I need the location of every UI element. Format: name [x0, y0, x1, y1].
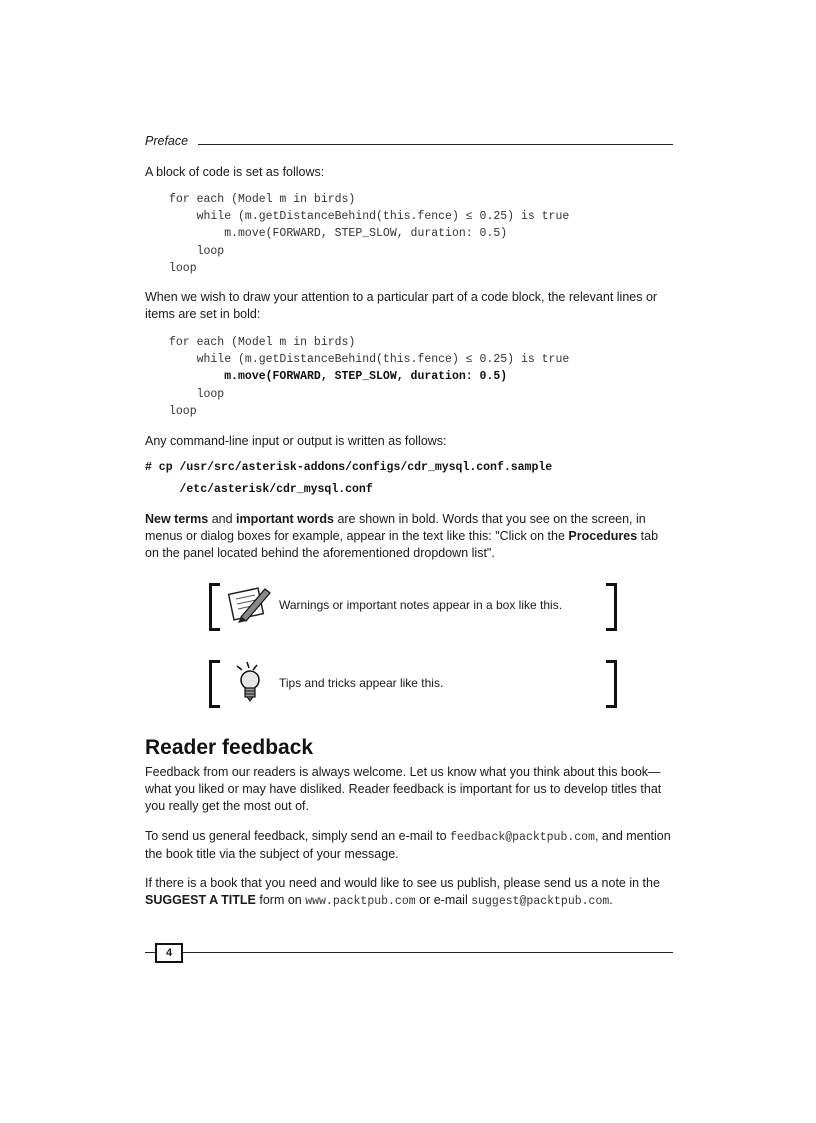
left-bracket — [209, 660, 220, 708]
section-title: Preface — [145, 134, 189, 148]
code-line-bold: m.move(FORWARD, STEP_SLOW, duration: 0.5) — [169, 370, 508, 384]
text-span: , and mention the book title via the subject of your message. — [145, 829, 671, 861]
text-span: To send us general feedback, simply send an e-mail to — [145, 829, 451, 843]
page-number: 4 — [155, 943, 183, 963]
left-bracket — [209, 583, 220, 631]
header-rule — [198, 144, 673, 145]
footer-rule-right — [183, 952, 673, 953]
code-line: loop — [169, 261, 197, 275]
text-span: If there is a book that you need and would like to see us publish, please send us a note in the — [145, 876, 660, 890]
intro-text: A block of code is set as follows: — [145, 165, 325, 179]
code-line: m.move(FORWARD, STEP_SLOW, duration: 0.5) — [169, 227, 508, 241]
text-span: form on — [255, 893, 306, 907]
feedback-paragraph-1: Feedback from our readers is always welcome. Let us know what you think about this book—what you liked or may have disliked. Reader feedback is important for us to develop titles that you really get the most out of. — [145, 765, 662, 813]
code-line: for each (Model m in birds) — [169, 336, 356, 349]
term-new-terms: New terms — [145, 512, 209, 526]
packtpub-url-link[interactable]: www.packtpub.com — [305, 895, 416, 908]
code-line: for each (Model m in birds) — [169, 193, 356, 206]
lightbulb-icon — [227, 660, 273, 704]
page-footer — [145, 943, 673, 963]
text-span: tab on the panel located behind the aforementioned dropdown list". — [145, 529, 659, 560]
code-line: loop — [169, 404, 197, 418]
command-line-1: # cp /usr/src/asterisk-addons/configs/cdr_mysql.conf.sample — [145, 461, 553, 474]
feedback-paragraph-2 — [145, 828, 673, 863]
command-line-2: /etc/asterisk/cdr_mysql.conf — [145, 483, 373, 496]
running-header — [145, 134, 673, 152]
section-heading: Reader feedback — [145, 736, 314, 759]
text-span: or e-mail — [415, 893, 472, 907]
text-span: are shown in bold. Words that you see on the screen, in menus or dialog boxes for example, appear in the text like this: "Click on the — [145, 512, 646, 543]
bold-intro-text: When we wish to draw your attention to a particular part of a code block, the relevant lines or items are set in bold: — [145, 290, 658, 321]
text-span: . — [609, 893, 613, 907]
code-block-2 — [169, 334, 569, 420]
suggest-title-label: SUGGEST A TITLE — [145, 893, 256, 907]
warning-note-text: Warnings or important notes appear in a box like this. — [279, 598, 563, 612]
terms-paragraph — [145, 511, 673, 562]
tip-note-text: Tips and tricks appear like this. — [279, 676, 444, 690]
code-line: while (m.getDistanceBehind(this.fence) ≤ 0.25) is true — [169, 210, 570, 224]
term-procedures: Procedures — [568, 529, 638, 543]
term-important-words: important words — [236, 512, 334, 526]
feedback-email-link[interactable]: feedback@packtpub.com — [450, 831, 595, 844]
warning-box — [209, 583, 617, 633]
feedback-paragraph-3 — [145, 875, 673, 910]
warning-pencil-icon — [227, 583, 273, 627]
footer-rule-left — [145, 952, 155, 953]
command-intro-text: Any command-line input or output is written as follows: — [145, 434, 447, 448]
code-line: loop — [169, 244, 225, 258]
code-line: while (m.getDistanceBehind(this.fence) ≤ 0.25) is true — [169, 353, 570, 367]
right-bracket — [606, 660, 617, 708]
code-line: loop — [169, 387, 225, 401]
right-bracket — [606, 583, 617, 631]
suggest-email-link[interactable]: suggest@packtpub.com — [471, 895, 610, 908]
text-span: and — [208, 512, 237, 526]
code-block-1 — [169, 191, 569, 277]
tip-box — [209, 660, 617, 710]
